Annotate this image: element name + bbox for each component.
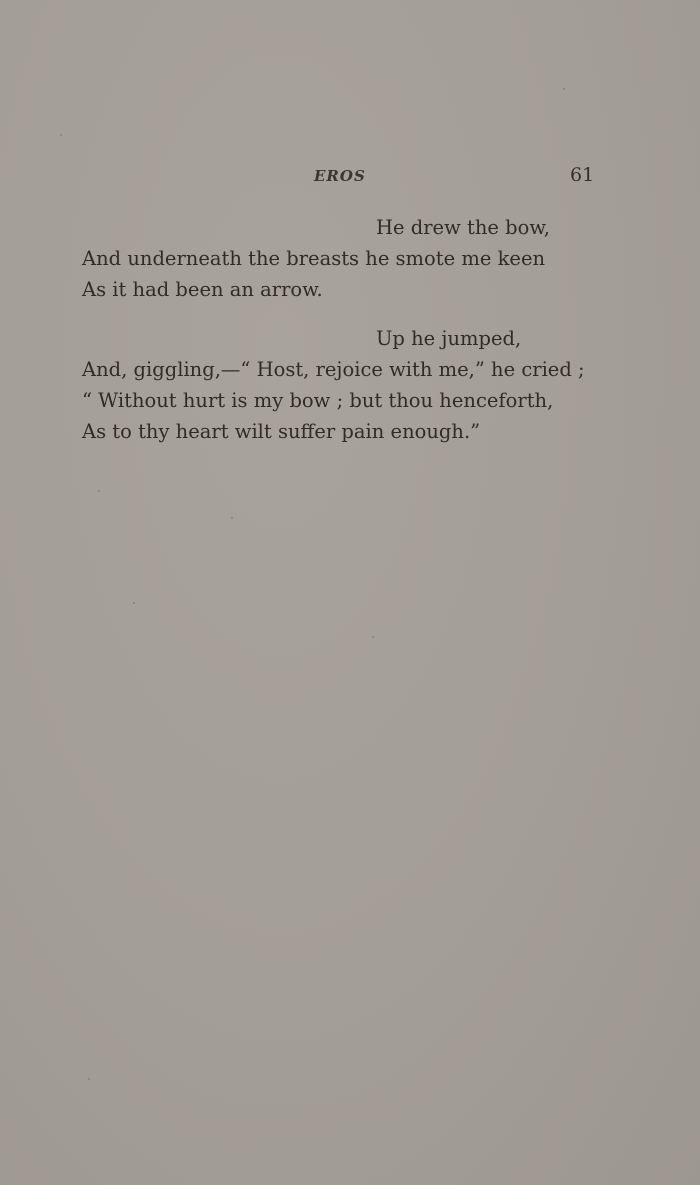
paper-speck [231, 517, 233, 519]
verse-line: As it had been an arrow. [82, 278, 323, 301]
verse-line: Up he jumped, [376, 327, 522, 350]
paper-speck [98, 490, 100, 492]
stanza [82, 323, 682, 447]
running-head: EROS [314, 167, 366, 185]
paper-speck [372, 636, 374, 638]
verse-line: And underneath the breasts he smote me keen [82, 247, 546, 270]
paper-speck [88, 1078, 90, 1080]
verse-line: As to thy heart wilt suffer pain enough.” [82, 420, 481, 443]
verse-line: “ Without hurt is my bow ; but thou henceforth, [82, 389, 554, 412]
paper-speck [133, 602, 135, 604]
verse-line: And, giggling,—“ Host, rejoice with me,” he cried ; [82, 358, 585, 381]
stanza-break [82, 305, 682, 323]
verse-line: He drew the bow, [376, 216, 550, 239]
page-number: 61 [570, 164, 595, 186]
stanza [82, 212, 682, 305]
paper-speck [60, 134, 62, 136]
paper-speck [563, 88, 565, 90]
verse-block [82, 212, 682, 447]
